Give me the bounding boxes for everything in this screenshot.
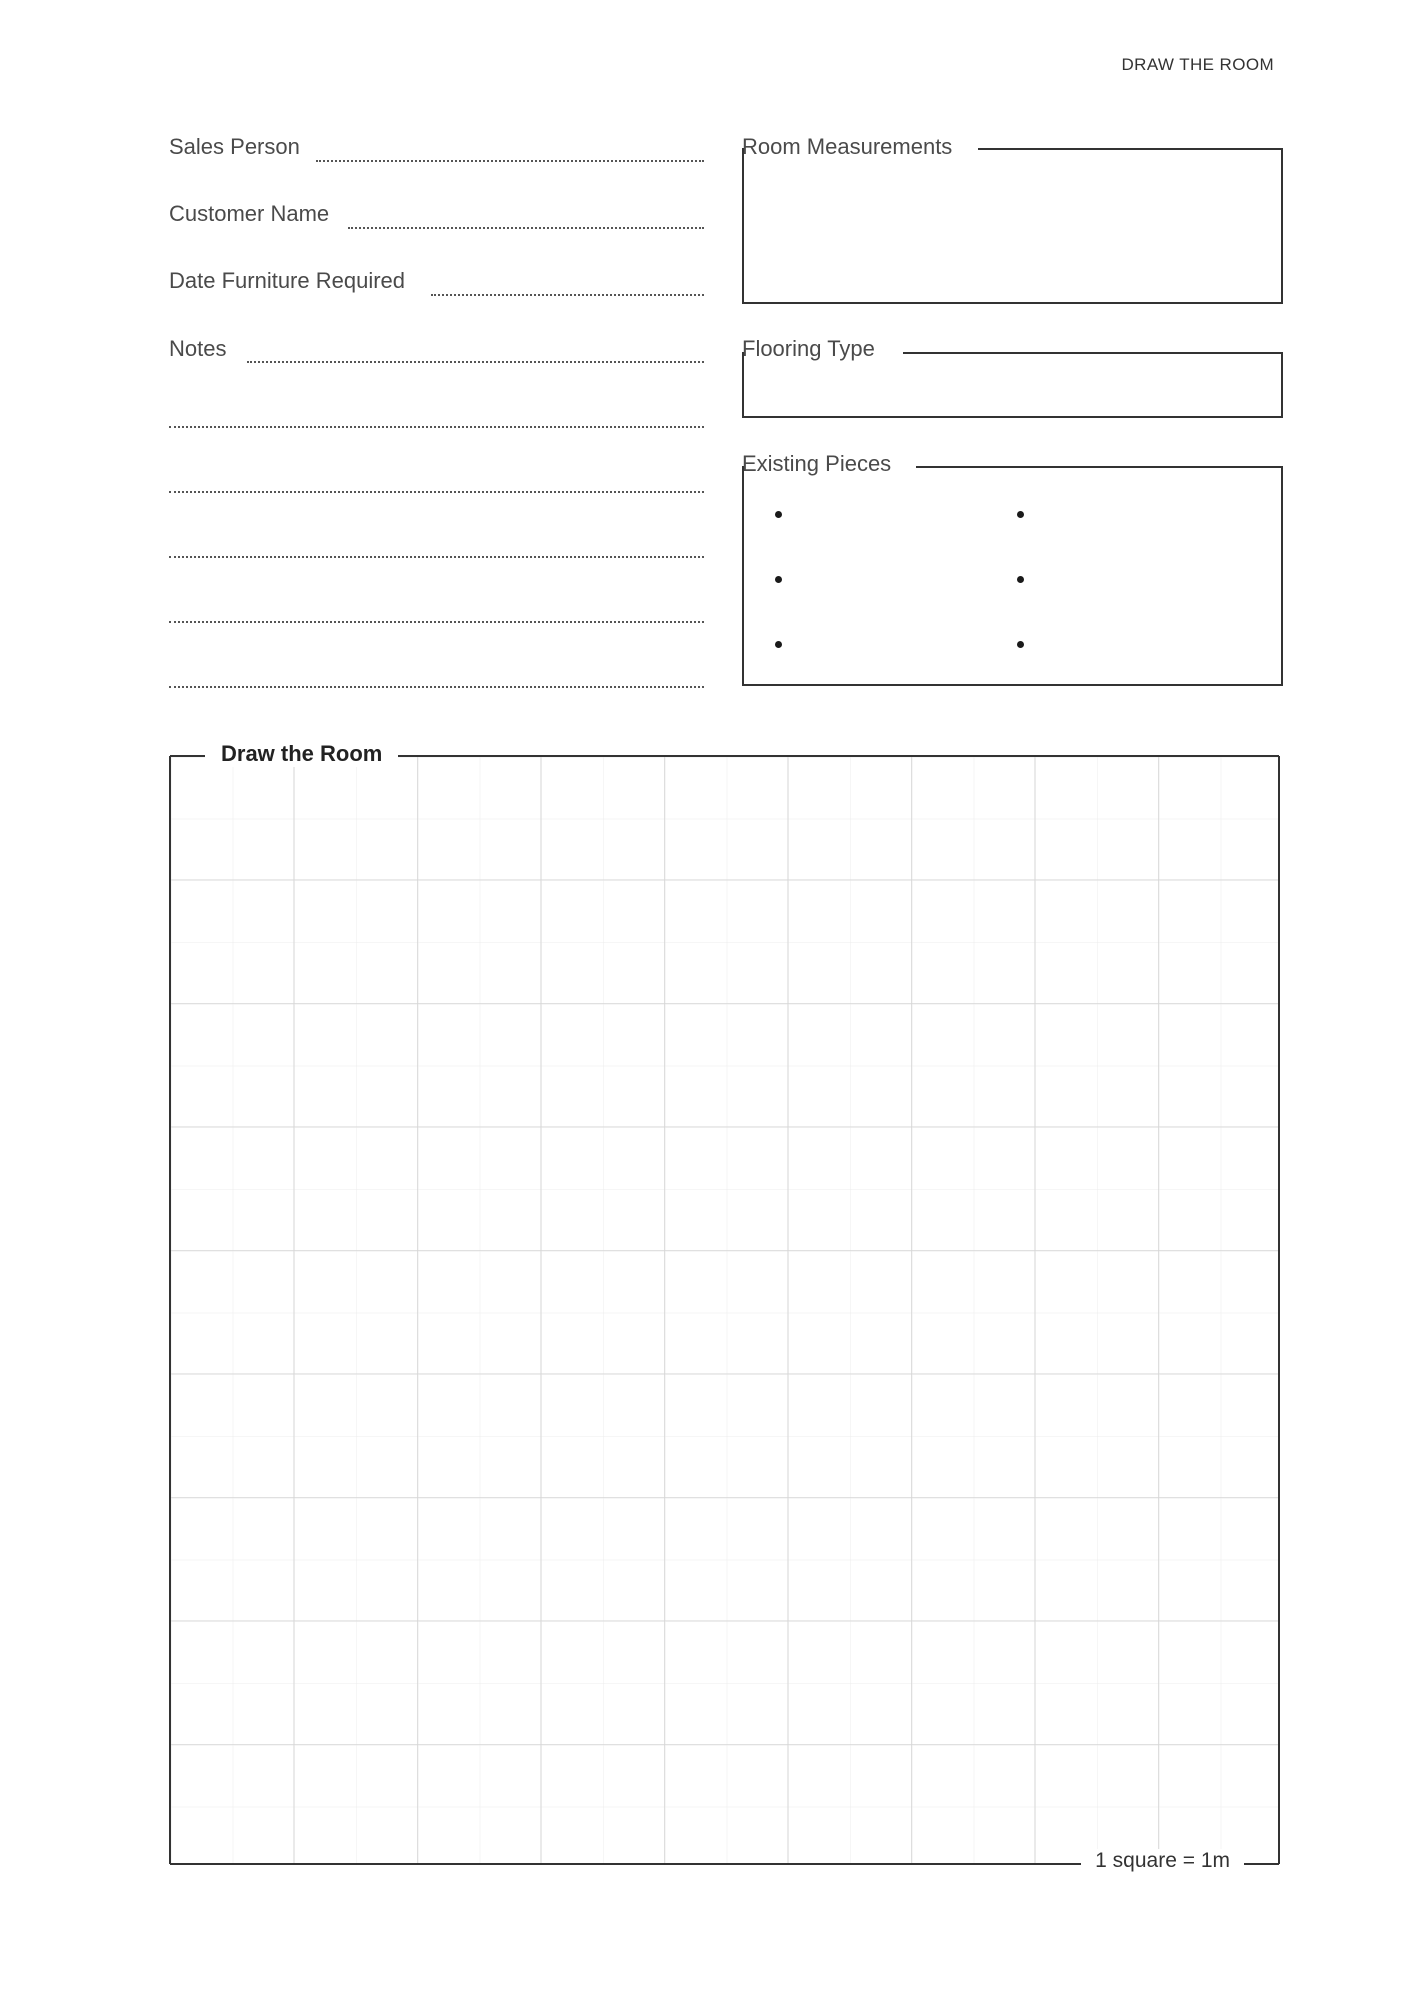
date-required-line (431, 294, 704, 296)
bullet-icon (775, 641, 782, 648)
notes-line (169, 426, 704, 428)
draw-area[interactable] (169, 741, 1280, 1872)
existing-pieces-label: Existing Pieces (742, 451, 892, 476)
sales-person-field[interactable] (316, 130, 712, 160)
bullet-icon (1017, 641, 1024, 648)
sales-person-line (316, 160, 704, 162)
draw-area-title: Draw the Room (205, 741, 398, 767)
notes-field[interactable] (169, 591, 712, 621)
date-required-label: Date Furniture Required (169, 268, 406, 293)
notes-line (169, 686, 704, 688)
customer-name-label: Customer Name (169, 201, 330, 226)
scale-note: 1 square = 1m (1081, 1849, 1244, 1873)
flooring-type-box[interactable] (742, 352, 1283, 418)
notes-line (169, 491, 704, 493)
notes-label: Notes (169, 336, 227, 361)
notes-line (169, 556, 704, 558)
bullet-icon (775, 576, 782, 583)
room-measurements-box[interactable] (742, 148, 1283, 304)
customer-name-field[interactable] (348, 197, 712, 227)
bullet-icon (775, 511, 782, 518)
notes-field[interactable] (169, 526, 712, 556)
notes-field[interactable] (247, 331, 712, 361)
notes-line (169, 621, 704, 623)
page-header-title: DRAW THE ROOM (1121, 55, 1274, 74)
customer-name-line (348, 227, 704, 229)
flooring-type-label: Flooring Type (742, 336, 875, 361)
notes-line (247, 361, 704, 363)
bullet-icon (1017, 576, 1024, 583)
date-required-field[interactable] (431, 264, 712, 294)
notes-field[interactable] (169, 656, 712, 686)
existing-pieces-box[interactable] (742, 466, 1283, 686)
grid-canvas[interactable] (169, 755, 1280, 1865)
sales-person-label: Sales Person (169, 134, 300, 159)
notes-field[interactable] (169, 396, 712, 426)
notes-field[interactable] (169, 461, 712, 491)
bullet-icon (1017, 511, 1024, 518)
room-measurements-label: Room Measurements (742, 134, 953, 159)
